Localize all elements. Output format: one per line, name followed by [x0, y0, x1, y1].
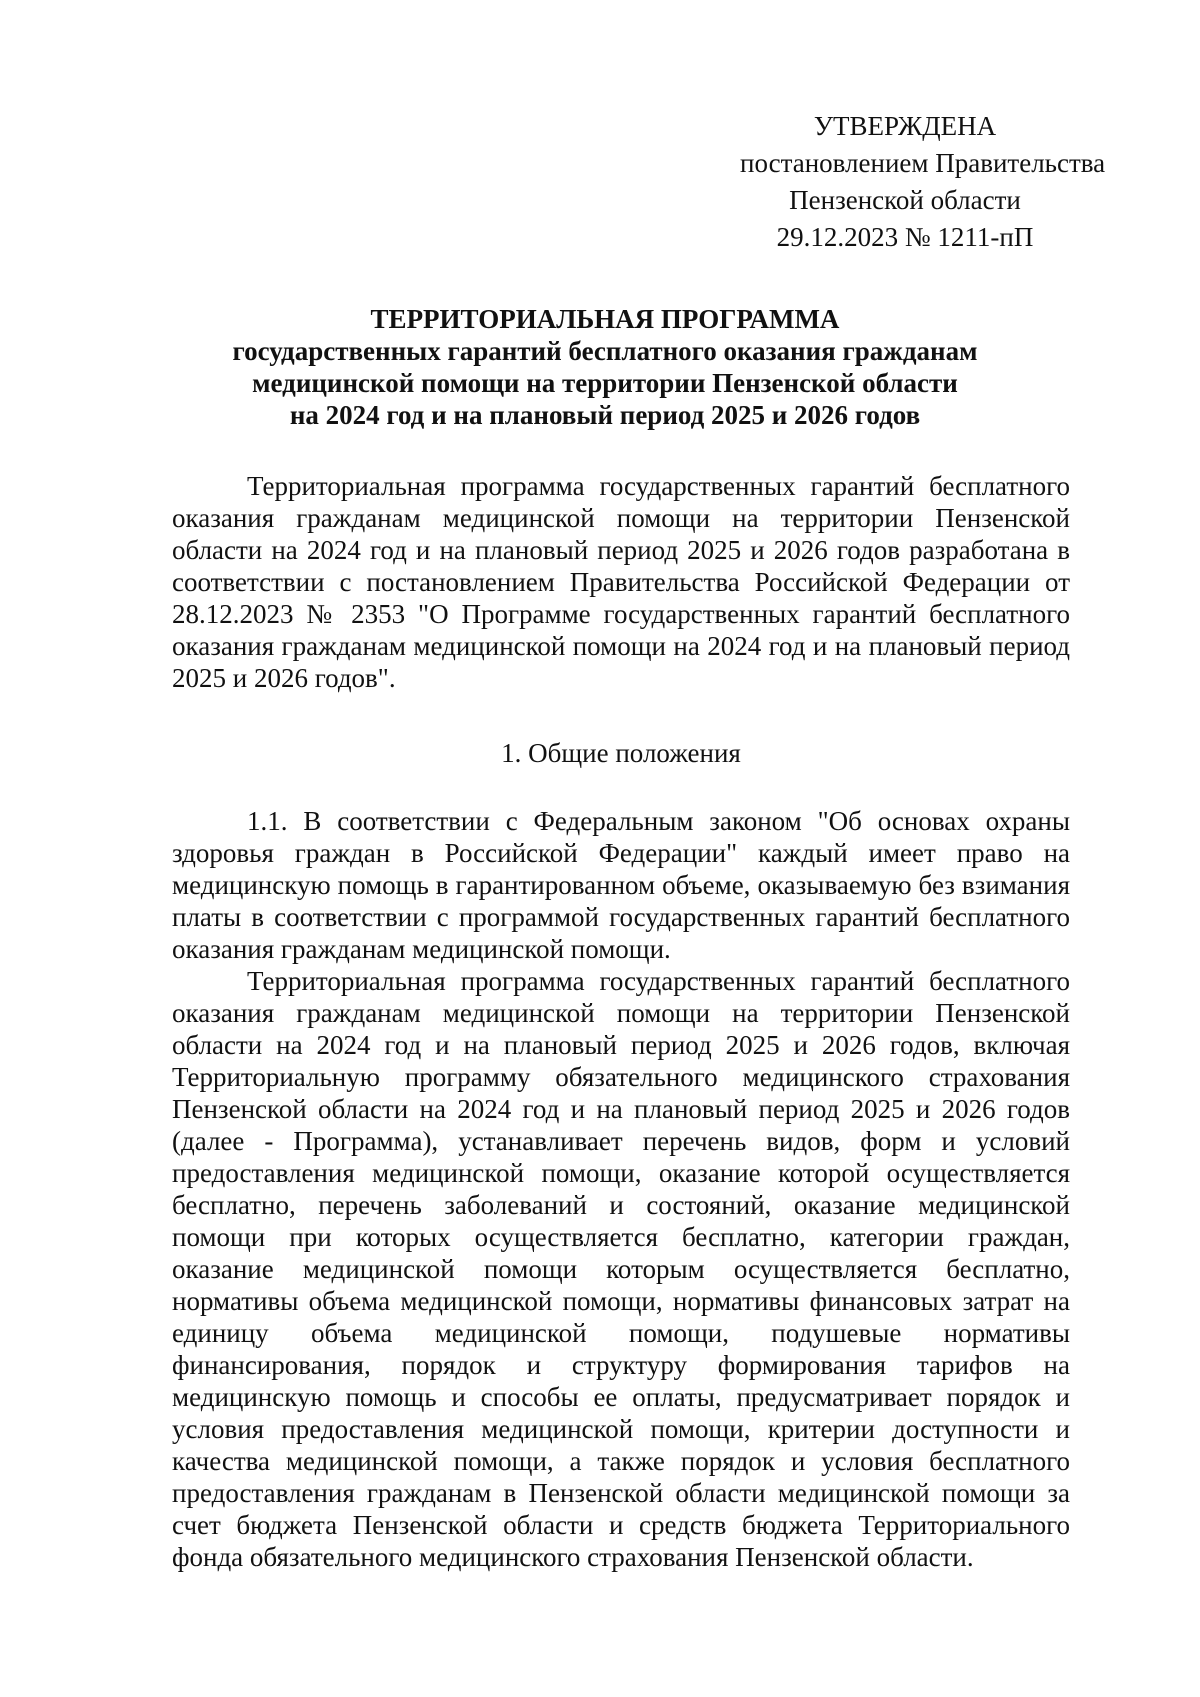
title-line-2: государственных гарантий бесплатного оказания гражданам	[232, 336, 978, 366]
section-body	[172, 805, 1070, 1573]
approval-resolution: постановлением Правительства	[740, 148, 1106, 178]
approval-label: УТВЕРЖДЕНА	[813, 111, 997, 141]
section-paragraph-2: Территориальная программа государственных гарантий бесплатного оказания гражданам медицинской помощи на территории Пензенской области на 2024 год и на плановый период 2025 и 2026 годов, включая Территориальную программу обязательного медицинского страхования Пензенской области на 2024 год и на плановый период 2025 и 2026 годов (далее - Программа), устанавливает перечень видов, форм и условий предоставления медицинской помощи, оказание которой осуществляется бесплатно, перечень заболеваний и состояний, оказание медицинской помощи при которых осуществляется бесплатно, категории граждан, оказание медицинской помощи которым осуществляется бесплатно, нормативы объема медицинской помощи, нормативы финансовых затрат на единицу объема медицинской помощи, подушевые нормативы финансирования, порядок и структуру формирования тарифов на медицинскую помощь и способы ее оплаты, предусматривает порядок и условия предоставления медицинской помощи, критерии доступности и качества медицинской помощи, а также порядок и условия бесплатного предоставления гражданам в Пензенской области медицинской помощи за счет бюджета Пензенской области и средств бюджета Территориального фонда обязательного медицинского страхования Пензенской области.	[172, 966, 1070, 1572]
approval-region: Пензенской области	[789, 185, 1021, 215]
approval-date-number: 29.12.2023 № 1211-пП	[776, 222, 1034, 252]
intro-paragraph: Территориальная программа государственных гарантий бесплатного оказания гражданам медицинской помощи на территории Пензенской области на 2024 год и на плановый период 2025 и 2026 годов разработана в соответствии с постановлением Правительства Российской Федерации от 28.12.2023 № 2353 "О Программе государственных гарантий бесплатного оказания гражданам медицинской помощи на 2024 год и на плановый период 2025 и 2026 годов".	[172, 471, 1070, 693]
approval-stamp	[740, 108, 1106, 256]
title-line-4: на 2024 год и на плановый период 2025 и 2026 годов	[289, 400, 921, 430]
section-paragraph-1: 1.1. В соответствии с Федеральным законом "Об основах охраны здоровья граждан в Российской Федерации" каждый имеет право на медицинскую помощь в гарантированном объеме, оказываемую без взимания платы в соответствии с программой государственных гарантий бесплатного оказания гражданам медицинской помощи.	[172, 806, 1070, 964]
title-line-1: ТЕРРИТОРИАЛЬНАЯ ПРОГРАММА	[370, 304, 840, 334]
title-line-3: медицинской помощи на территории Пензенской области	[252, 368, 958, 398]
document-title	[160, 303, 1050, 431]
section-heading: 1. Общие положения	[501, 738, 741, 768]
